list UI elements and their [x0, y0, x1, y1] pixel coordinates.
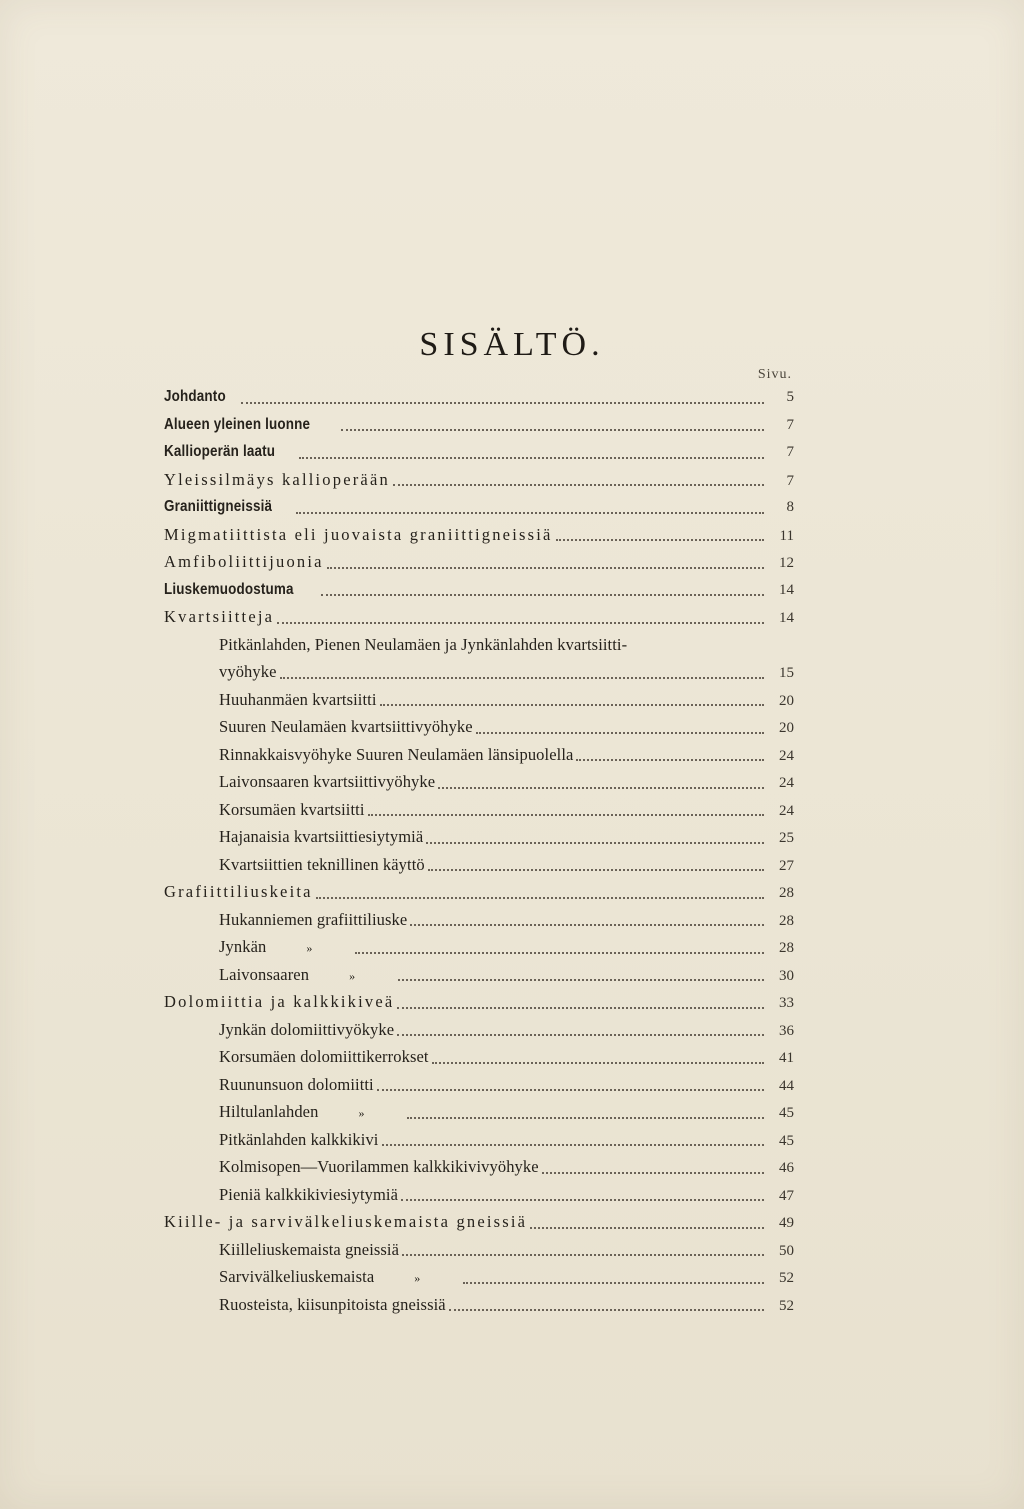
toc-page-number: 50 — [779, 1242, 794, 1259]
toc-page-number: 20 — [779, 692, 794, 709]
dot-leader — [449, 1309, 764, 1311]
toc-page-number: 52 — [779, 1270, 794, 1286]
toc-entry — [164, 466, 794, 494]
table-of-contents — [164, 383, 794, 1318]
toc-page-number: 7 — [786, 444, 794, 460]
toc-page-number: 24 — [779, 802, 794, 819]
toc-entry-label: Graniittigneissiä — [164, 498, 273, 515]
toc-entry — [164, 988, 794, 1016]
toc-entry — [219, 1153, 794, 1181]
toc-page-number: 52 — [779, 1297, 794, 1314]
dot-leader — [426, 842, 764, 844]
dot-leader — [428, 869, 764, 871]
toc-page-number: 28 — [779, 940, 794, 956]
toc-entry-label: Jynkän dolomiittivyökyke — [219, 1019, 395, 1039]
toc-entry — [164, 576, 794, 604]
dot-leader — [377, 1089, 764, 1091]
dot-leader — [438, 787, 764, 789]
toc-page-number: 14 — [779, 610, 794, 626]
dot-leader — [397, 1034, 764, 1036]
toc-entry-label: Pitkänlahden, Pienen Neulamäen ja Jynkänlahden kvartsiitti- — [219, 634, 628, 654]
toc-entry — [164, 438, 794, 466]
toc-entry-label: Johdanto — [164, 388, 226, 405]
toc-entry — [219, 1291, 794, 1319]
toc-page-number: 49 — [779, 1215, 794, 1231]
toc-entry — [164, 603, 794, 631]
dot-leader — [402, 1254, 764, 1256]
toc-page-number: 28 — [779, 912, 794, 929]
toc-entry — [164, 548, 794, 576]
toc-entry-label: Hajanaisia kvartsiittiesiytymiä — [219, 827, 424, 846]
toc-page-number: 46 — [779, 1160, 794, 1176]
dot-leader — [463, 1282, 764, 1284]
toc-entry — [219, 1098, 794, 1126]
dot-leader — [407, 1117, 764, 1119]
toc-page-number: 12 — [779, 555, 794, 571]
dot-leader — [397, 1007, 764, 1009]
toc-page-number: 14 — [779, 581, 794, 598]
toc-entry-label: Suuren Neulamäen kvartsiittivyöhyke — [219, 717, 473, 736]
dot-leader — [476, 732, 764, 734]
toc-entry — [164, 1208, 794, 1236]
dot-leader — [277, 622, 764, 624]
ditto-mark: » — [306, 941, 313, 955]
toc-entry-label: Ruununsuon dolomiitti — [219, 1074, 374, 1094]
dot-leader — [382, 1144, 765, 1146]
toc-entry-label: Kvartsiittien teknillinen käyttö — [219, 854, 425, 874]
toc-page-number: 24 — [779, 747, 794, 764]
toc-entry-label: Kolmisopen—Vuorilammen kalkkikivivyöhyke — [219, 1157, 539, 1176]
dot-leader — [368, 814, 764, 816]
toc-entry-label: Yleissilmäys kallioperään — [164, 469, 390, 489]
toc-entry — [164, 383, 794, 411]
toc-page-number: 44 — [779, 1077, 794, 1094]
dot-leader — [321, 594, 764, 596]
toc-entry-label: Jynkän — [219, 937, 267, 956]
toc-page-number: 36 — [779, 1022, 794, 1039]
dot-leader — [542, 1172, 764, 1174]
toc-entry-label: vyöhyke — [219, 662, 277, 681]
toc-entry-label: Sarvivälkeliuskemaista — [219, 1267, 375, 1286]
dot-leader — [530, 1227, 764, 1229]
toc-entry — [219, 768, 794, 796]
toc-entry-label: Liuskemuodostuma — [164, 580, 294, 598]
ditto-mark: » — [349, 968, 356, 983]
page-column-header: Sivu. — [757, 367, 792, 382]
toc-entry-label: Kallioperän laatu — [164, 443, 276, 460]
toc-entry — [219, 1016, 794, 1044]
dot-leader — [316, 897, 764, 899]
toc-page-number: 8 — [786, 499, 794, 515]
toc-entry — [219, 1071, 794, 1099]
toc-entry-label: Korsumäen kvartsiitti — [219, 799, 365, 819]
toc-entry — [219, 713, 794, 741]
toc-page-number: 45 — [779, 1132, 794, 1149]
dot-leader — [410, 924, 764, 926]
toc-entry — [219, 851, 794, 879]
dot-leader — [299, 457, 764, 459]
toc-page-number: 30 — [779, 967, 794, 984]
ditto-mark: » — [358, 1106, 365, 1120]
toc-entry — [219, 961, 794, 989]
ditto-mark: » — [414, 1271, 421, 1285]
toc-entry — [219, 796, 794, 824]
toc-entry-label: Laivonsaaren kvartsiittivyöhyke — [219, 772, 436, 791]
toc-entry — [164, 411, 794, 439]
toc-entry-label: Hukanniemen grafiittiliuske — [219, 909, 408, 929]
toc-page-number: 25 — [779, 830, 794, 846]
toc-page-number: 15 — [779, 665, 794, 681]
toc-entry-label: Kiille- ja sarvivälkeliuskemaista gneissiä — [164, 1212, 528, 1231]
toc-entry-label: Ruosteista, kiisunpitoista gneissiä — [219, 1294, 446, 1314]
page-title: SISÄLTÖ. — [419, 326, 605, 363]
toc-entry-label: Alueen yleinen luonne — [164, 415, 311, 433]
toc-entry-label: Pieniä kalkkikiviesiytymiä — [219, 1184, 399, 1204]
toc-entry — [219, 1181, 794, 1209]
toc-page-number: 20 — [779, 720, 794, 736]
dot-leader — [327, 567, 764, 569]
toc-page-number: 27 — [779, 857, 794, 874]
dot-leader — [296, 512, 764, 514]
toc-entry — [219, 686, 794, 714]
toc-entry — [219, 1236, 794, 1264]
dot-leader — [241, 402, 764, 404]
toc-page-number: 45 — [779, 1105, 794, 1121]
dot-leader — [576, 759, 764, 761]
dot-leader — [556, 539, 764, 541]
toc-entry — [219, 631, 794, 659]
toc-entry — [164, 878, 794, 906]
toc-entry — [219, 933, 794, 961]
toc-entry — [219, 741, 794, 769]
dot-leader — [355, 952, 764, 954]
toc-entry-label: Kiilleliuskemaista gneissiä — [219, 1239, 400, 1259]
toc-page-number: 11 — [779, 527, 794, 544]
toc-entry-label: Pitkänlahden kalkkikivi — [219, 1129, 379, 1149]
toc-page-number: 24 — [779, 775, 794, 791]
toc-entry-label: Amfiboliittijuonia — [164, 552, 324, 571]
toc-page-number: 7 — [786, 472, 794, 489]
toc-entry-label: Grafiittiliuskeita — [164, 882, 313, 901]
toc-page-number: 41 — [779, 1050, 794, 1066]
toc-entry-label: Rinnakkaisvyöhyke Suuren Neulamäen länsipuolella — [219, 744, 574, 764]
dot-leader — [341, 429, 764, 431]
dot-leader — [401, 1199, 764, 1201]
dot-leader — [432, 1062, 764, 1064]
toc-entry-label: Kvartsiitteja — [164, 607, 275, 626]
toc-entry-label: Dolomiittia ja kalkkikiveä — [164, 992, 395, 1011]
toc-entry — [164, 493, 794, 521]
toc-page-number: 7 — [786, 416, 794, 433]
dot-leader — [280, 677, 764, 679]
toc-entry-label: Huuhanmäen kvartsiitti — [219, 689, 377, 709]
dot-leader — [398, 979, 764, 981]
toc-entry-label: Korsumäen dolomiittikerrokset — [219, 1047, 429, 1066]
toc-page-number: 28 — [779, 885, 794, 901]
toc-entry — [219, 1043, 794, 1071]
dot-leader — [393, 484, 764, 486]
toc-entry — [219, 823, 794, 851]
toc-entry — [219, 1126, 794, 1154]
toc-entry-label: Migmatiittista eli juovaista graniittigneissiä — [164, 524, 553, 544]
toc-entry-label: Hiltulanlahden — [219, 1102, 319, 1121]
dot-leader — [380, 704, 764, 706]
toc-entry — [219, 658, 794, 686]
toc-page-number: 47 — [779, 1187, 794, 1204]
toc-entry — [164, 521, 794, 549]
toc-entry-label: Laivonsaaren — [219, 964, 310, 984]
toc-entry — [219, 1263, 794, 1291]
toc-page-number: 33 — [779, 995, 794, 1011]
toc-page-number: 5 — [786, 389, 794, 405]
toc-entry — [219, 906, 794, 934]
